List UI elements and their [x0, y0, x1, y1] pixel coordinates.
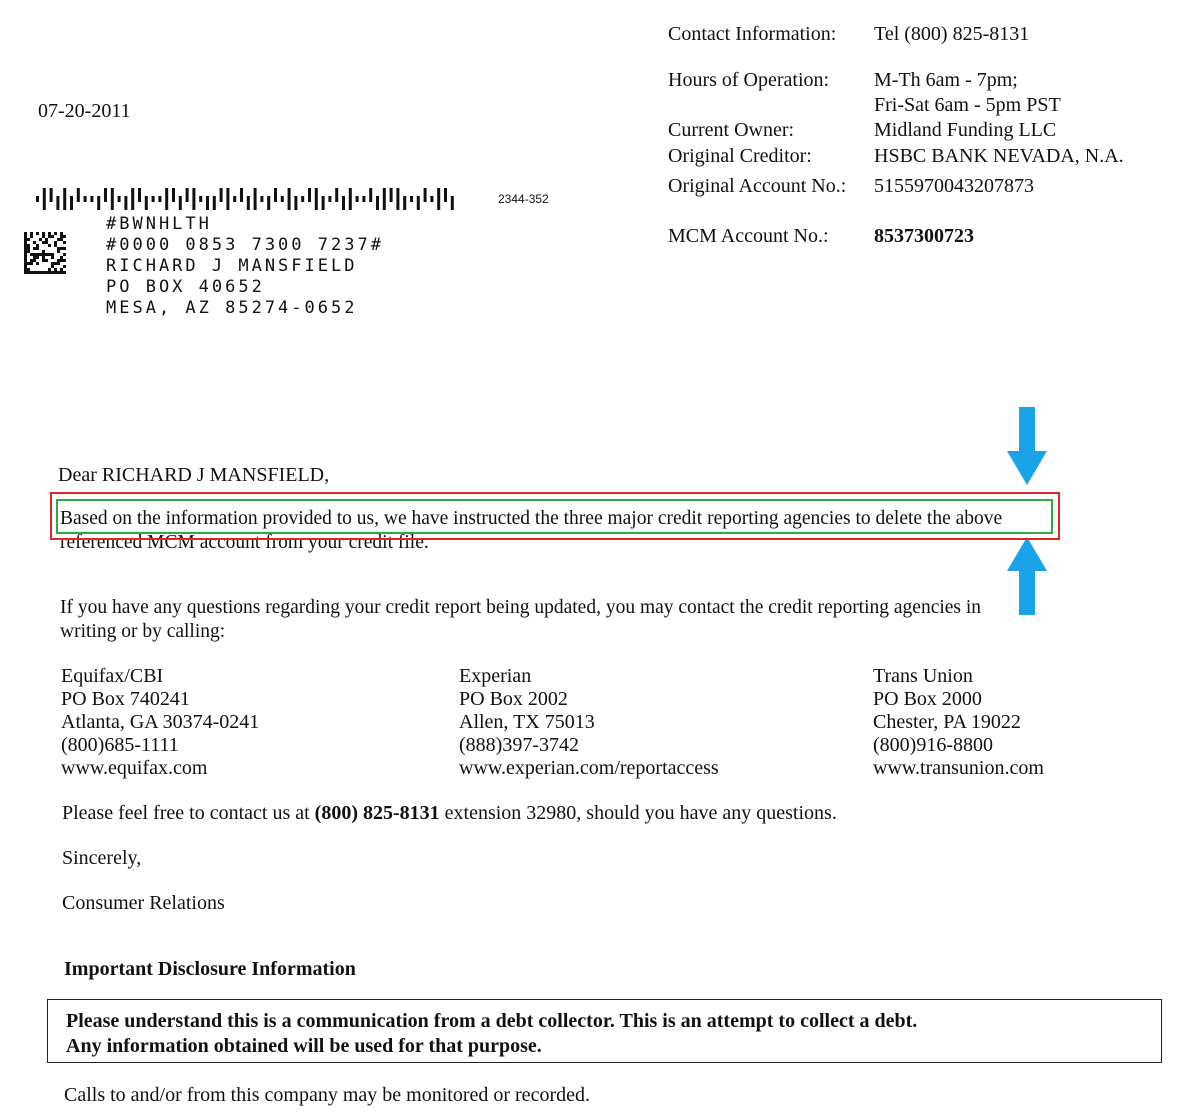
barcode-bar [97, 196, 100, 210]
barcode-bar [213, 196, 216, 210]
agency-phone: (800)916-8800 [873, 734, 993, 756]
closing: Sincerely, [62, 847, 142, 869]
datamatrix-cell [24, 259, 27, 262]
agency-website: www.experian.com/reportaccess [459, 757, 719, 779]
datamatrix-cell [54, 271, 57, 274]
contact-info-value: Tel (800) 825-8131 [874, 23, 1030, 45]
datamatrix-cell [24, 262, 27, 265]
datamatrix-cell [30, 253, 33, 256]
datamatrix-cell [24, 253, 27, 256]
datamatrix-cell [54, 268, 57, 271]
datamatrix-cell [24, 271, 27, 274]
datamatrix-cell [51, 253, 54, 256]
barcode-bar [403, 196, 406, 210]
barcode-code: 2344-352 [498, 192, 549, 206]
datamatrix-code [24, 232, 66, 274]
datamatrix-cell [33, 241, 36, 244]
barcode-bar [131, 188, 134, 210]
datamatrix-cell [48, 271, 51, 274]
agency-phone: (888)397-3742 [459, 734, 579, 756]
agency-pobox: PO Box 2002 [459, 688, 568, 710]
agency-website: www.transunion.com [873, 757, 1044, 779]
datamatrix-cell [30, 271, 33, 274]
address-name: RICHARD J MANSFIELD [106, 256, 358, 276]
datamatrix-cell [24, 268, 27, 271]
datamatrix-cell [42, 253, 45, 256]
datamatrix-cell [63, 271, 66, 274]
monitoring-notice: Calls to and/or from this company may be monitored or recorded. [64, 1084, 590, 1106]
mcm-account-label: MCM Account No.: [668, 225, 829, 247]
datamatrix-cell [39, 238, 42, 241]
barcode-bar [308, 188, 311, 202]
agency-city: Atlanta, GA 30374-0241 [61, 711, 260, 733]
barcode-bar [294, 196, 297, 210]
disclosure-line1: Please understand this is a communication from a debt collector. This is an attempt to collect a debt. [66, 1010, 918, 1032]
address-city: MESA, AZ 85274-0652 [106, 298, 358, 318]
datamatrix-cell [63, 235, 66, 238]
agency-equifax [61, 664, 259, 780]
datamatrix-cell [63, 247, 66, 250]
agency-pobox: PO Box 740241 [61, 688, 190, 710]
datamatrix-cell [24, 235, 27, 238]
barcode-bar [226, 188, 229, 210]
barcode-bar [84, 196, 87, 202]
barcode-bar [417, 196, 420, 210]
barcode-bar [315, 188, 318, 210]
agency-name: Equifax/CBI [61, 665, 164, 687]
datamatrix-cell [33, 271, 36, 274]
datamatrix-cell [24, 244, 27, 247]
datamatrix-cell [48, 244, 51, 247]
contact-us-prefix: Please feel free to contact us at [62, 802, 310, 824]
paragraph-deletion-line1: Based on the information provided to us, we have instructed the three major credit reporting agencies to delete the above [60, 508, 1003, 529]
barcode-bar [192, 188, 195, 210]
agency-city: Allen, TX 75013 [459, 711, 595, 733]
datamatrix-cell [42, 232, 45, 235]
agency-pobox: PO Box 2000 [873, 688, 982, 710]
barcode-bar [376, 196, 379, 210]
datamatrix-cell [60, 238, 63, 241]
datamatrix-cell [36, 244, 39, 247]
datamatrix-cell [27, 238, 30, 241]
datamatrix-cell [60, 235, 63, 238]
datamatrix-cell [48, 268, 51, 271]
datamatrix-cell [27, 250, 30, 253]
barcode-bar [322, 196, 325, 210]
barcode-bar [206, 196, 209, 210]
datamatrix-cell [27, 262, 30, 265]
creditor-label: Original Creditor: [668, 145, 812, 167]
barcode-bar [158, 196, 161, 202]
agency-city: Chester, PA 19022 [873, 711, 1021, 733]
datamatrix-cell [60, 247, 63, 250]
datamatrix-cell [45, 259, 48, 262]
barcode-bar [186, 188, 189, 202]
barcode-bar [274, 188, 277, 202]
barcode-bar [356, 196, 359, 202]
datamatrix-cell [36, 262, 39, 265]
barcode-bar [260, 196, 263, 202]
datamatrix-cell [45, 253, 48, 256]
datamatrix-cell [36, 253, 39, 256]
orig-account-label: Original Account No.: [668, 175, 847, 197]
datamatrix-cell [48, 235, 51, 238]
barcode-bar [288, 188, 291, 210]
paragraph-contact-us [62, 801, 837, 825]
down-arrow-icon [1007, 407, 1047, 485]
barcode-bar [424, 188, 427, 202]
datamatrix-cell [27, 244, 30, 247]
datamatrix-cell [42, 271, 45, 274]
datamatrix-cell [51, 262, 54, 265]
barcode-bar [220, 188, 223, 202]
barcode-bar [70, 196, 73, 210]
contact-info-label: Contact Information: [668, 23, 837, 45]
barcode-bar [56, 196, 59, 210]
hours-label: Hours of Operation: [668, 69, 830, 91]
datamatrix-cell [27, 271, 30, 274]
barcode-bar [267, 196, 270, 210]
address-line1: #BWNHLTH [106, 214, 212, 234]
barcode-bar [254, 188, 257, 210]
datamatrix-cell [36, 232, 39, 235]
datamatrix-cell [24, 247, 27, 250]
datamatrix-cell [30, 232, 33, 235]
datamatrix-cell [51, 265, 54, 268]
disclosure-line2: Any information obtained will be used for that purpose. [66, 1035, 542, 1057]
barcode-bar [63, 188, 66, 210]
address-pobox: PO BOX 40652 [106, 277, 265, 297]
barcode-bar [50, 188, 53, 202]
datamatrix-cell [45, 271, 48, 274]
green-highlight-box [56, 499, 1053, 534]
datamatrix-cell [57, 262, 60, 265]
agency-transunion [873, 664, 1044, 780]
datamatrix-cell [42, 241, 45, 244]
barcode-bar [362, 196, 365, 202]
barcode-bar [179, 196, 182, 210]
barcode-bar [396, 188, 399, 210]
barcode-bar [335, 188, 338, 202]
datamatrix-cell [57, 250, 60, 253]
barcode-bar [138, 188, 141, 202]
barcode-bar [410, 196, 413, 202]
datamatrix-cell [45, 241, 48, 244]
datamatrix-cell [36, 271, 39, 274]
signature: Consumer Relations [62, 892, 225, 914]
agency-name: Experian [459, 665, 532, 687]
barcode-bar [247, 196, 250, 210]
datamatrix-cell [60, 232, 63, 235]
barcode-bar [328, 196, 331, 202]
datamatrix-cell [36, 247, 39, 250]
paragraph-deletion-line2: referenced MCM account from your credit file. [60, 532, 429, 553]
datamatrix-cell [24, 238, 27, 241]
datamatrix-cell [42, 256, 45, 259]
datamatrix-cell [48, 253, 51, 256]
barcode-bar [77, 188, 80, 202]
datamatrix-cell [27, 247, 30, 250]
datamatrix-cell [51, 256, 54, 259]
barcode-bar [437, 188, 440, 210]
barcode-bar [444, 188, 447, 202]
paragraph-questions-line1: If you have any questions regarding your credit report being updated, you may contact the credit reporting agencies in [60, 597, 982, 618]
datamatrix-cell [60, 259, 63, 262]
disclosure-heading: Important Disclosure Information [64, 958, 356, 980]
agency-experian [459, 664, 719, 780]
barcode-bar [43, 188, 46, 210]
datamatrix-cell [60, 268, 63, 271]
postal-barcode [34, 188, 466, 210]
datamatrix-cell [54, 232, 57, 235]
salutation: Dear RICHARD J MANSFIELD, [58, 464, 330, 486]
datamatrix-cell [33, 256, 36, 259]
datamatrix-cell [63, 259, 66, 262]
datamatrix-cell [39, 253, 42, 256]
datamatrix-cell [42, 259, 45, 262]
barcode-bar [349, 188, 352, 210]
datamatrix-cell [30, 259, 33, 262]
barcode-bar [124, 196, 127, 210]
barcode-bar [111, 188, 114, 210]
barcode-bar [390, 188, 393, 202]
datamatrix-cell [42, 250, 45, 253]
datamatrix-cell [54, 244, 57, 247]
datamatrix-cell [57, 238, 60, 241]
barcode-bar [90, 196, 93, 202]
barcode-bar [240, 188, 243, 202]
contact-us-suffix: extension 32980, should you have any questions. [444, 802, 837, 824]
up-arrow-icon [1007, 537, 1047, 615]
datamatrix-cell [36, 256, 39, 259]
barcode-bar [430, 196, 433, 202]
datamatrix-cell [24, 232, 27, 235]
datamatrix-cell [57, 247, 60, 250]
datamatrix-cell [30, 262, 33, 265]
datamatrix-cell [51, 235, 54, 238]
barcode-bar [152, 196, 155, 202]
barcode-bar [281, 196, 284, 202]
datamatrix-cell [57, 271, 60, 274]
barcode-bar [118, 196, 121, 202]
hours-line2: Fri-Sat 6am - 5pm PST [874, 94, 1061, 116]
datamatrix-cell [54, 241, 57, 244]
barcode-bar [342, 196, 345, 210]
agency-website: www.equifax.com [61, 757, 208, 779]
paragraph-questions-line2: writing or by calling: [60, 621, 226, 642]
hours-line1: M-Th 6am - 7pm; [874, 69, 1018, 91]
datamatrix-cell [45, 238, 48, 241]
barcode-bar [383, 188, 386, 210]
datamatrix-cell [33, 259, 36, 262]
barcode-bar [369, 188, 372, 202]
datamatrix-cell [24, 256, 27, 259]
mcm-account-value: 8537300723 [874, 225, 974, 247]
barcode-bar [233, 196, 236, 202]
barcode-bar [172, 188, 175, 202]
datamatrix-cell [63, 265, 66, 268]
agency-name: Trans Union [873, 665, 973, 687]
datamatrix-cell [24, 265, 27, 268]
datamatrix-cell [60, 256, 63, 259]
barcode-bar [301, 196, 304, 202]
barcode-bar [451, 196, 454, 210]
agency-phone: (800)685-1111 [61, 734, 179, 756]
barcode-bar [36, 196, 39, 202]
contact-us-phone: (800) 825-8131 [314, 802, 440, 824]
barcode-bar [104, 188, 107, 202]
datamatrix-cell [27, 268, 30, 271]
datamatrix-cell [54, 262, 57, 265]
barcode-bar [199, 196, 202, 202]
letter-date: 07-20-2011 [38, 100, 131, 122]
orig-account-value: 5155970043207873 [874, 175, 1034, 197]
datamatrix-cell [60, 271, 63, 274]
datamatrix-cell [24, 250, 27, 253]
datamatrix-cell [48, 232, 51, 235]
datamatrix-cell [63, 253, 66, 256]
datamatrix-cell [63, 241, 66, 244]
datamatrix-cell [33, 247, 36, 250]
datamatrix-cell [33, 253, 36, 256]
address-line2: #0000 0853 7300 7237# [106, 235, 384, 255]
datamatrix-cell [30, 235, 33, 238]
barcode-bar [145, 196, 148, 210]
barcode-bar [165, 188, 168, 210]
datamatrix-cell [24, 241, 27, 244]
datamatrix-cell [39, 271, 42, 274]
owner-label: Current Owner: [668, 119, 795, 141]
creditor-value: HSBC BANK NEVADA, N.A. [874, 145, 1124, 167]
owner-value: Midland Funding LLC [874, 119, 1057, 141]
datamatrix-cell [51, 271, 54, 274]
datamatrix-cell [42, 235, 45, 238]
datamatrix-cell [57, 259, 60, 262]
